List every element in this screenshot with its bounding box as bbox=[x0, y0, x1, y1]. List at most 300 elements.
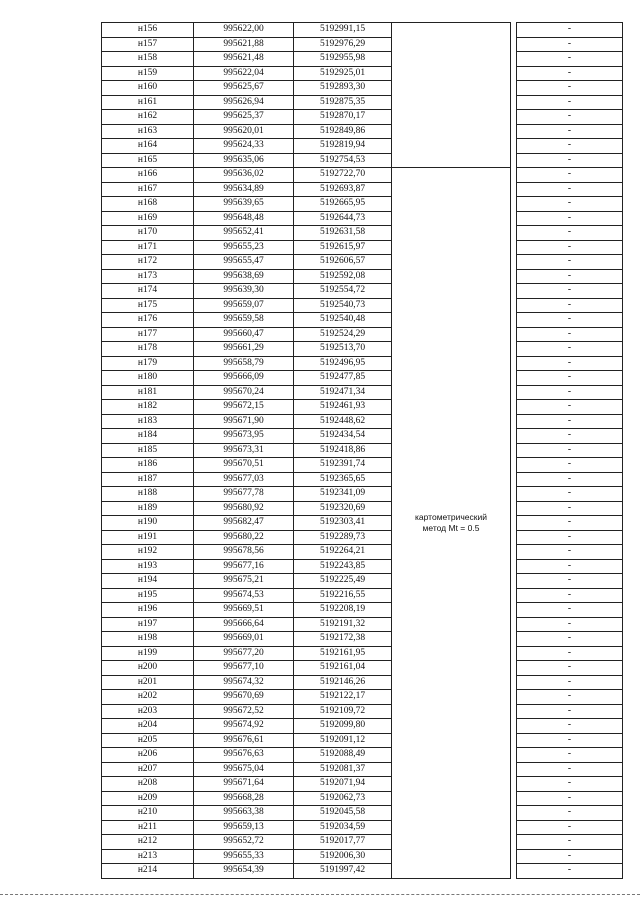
x-coordinate-cell: 995625,37 bbox=[194, 110, 294, 125]
table-row bbox=[102, 791, 623, 806]
table-row bbox=[102, 516, 623, 531]
point-name-cell: н194 bbox=[102, 574, 194, 589]
point-name-cell: н204 bbox=[102, 719, 194, 734]
y-coordinate-cell: 5192631,58 bbox=[294, 226, 392, 241]
x-coordinate-cell: 995670,51 bbox=[194, 458, 294, 473]
y-coordinate-cell: 5192693,87 bbox=[294, 182, 392, 197]
point-name-cell: н213 bbox=[102, 849, 194, 864]
x-coordinate-cell: 995652,72 bbox=[194, 835, 294, 850]
point-name-cell: н189 bbox=[102, 501, 194, 516]
y-coordinate-cell: 5192819,94 bbox=[294, 139, 392, 154]
x-coordinate-cell: 995639,65 bbox=[194, 197, 294, 212]
mark-cell: - bbox=[517, 168, 623, 183]
point-name-cell: н191 bbox=[102, 530, 194, 545]
y-coordinate-cell: 5192146,26 bbox=[294, 675, 392, 690]
x-coordinate-cell: 995638,69 bbox=[194, 269, 294, 284]
table-row bbox=[102, 95, 623, 110]
coordinates-table-container bbox=[101, 22, 622, 879]
mark-cell: - bbox=[517, 37, 623, 52]
y-coordinate-cell: 5192976,29 bbox=[294, 37, 392, 52]
x-coordinate-cell: 995621,88 bbox=[194, 37, 294, 52]
x-coordinate-cell: 995655,23 bbox=[194, 240, 294, 255]
x-coordinate-cell: 995675,21 bbox=[194, 574, 294, 589]
mark-cell: - bbox=[517, 429, 623, 444]
y-coordinate-cell: 5192017,77 bbox=[294, 835, 392, 850]
mark-cell: - bbox=[517, 733, 623, 748]
y-coordinate-cell: 5192365,65 bbox=[294, 472, 392, 487]
point-name-cell: н193 bbox=[102, 559, 194, 574]
mark-cell: - bbox=[517, 95, 623, 110]
x-coordinate-cell: 995621,48 bbox=[194, 52, 294, 67]
mark-cell: - bbox=[517, 443, 623, 458]
x-coordinate-cell: 995659,58 bbox=[194, 313, 294, 328]
x-coordinate-cell: 995661,29 bbox=[194, 342, 294, 357]
point-name-cell: н195 bbox=[102, 588, 194, 603]
mark-cell: - bbox=[517, 255, 623, 270]
x-coordinate-cell: 995677,16 bbox=[194, 559, 294, 574]
point-name-cell: н197 bbox=[102, 617, 194, 632]
point-name-cell: н180 bbox=[102, 371, 194, 386]
x-coordinate-cell: 995668,28 bbox=[194, 791, 294, 806]
x-coordinate-cell: 995674,92 bbox=[194, 719, 294, 734]
mark-cell: - bbox=[517, 646, 623, 661]
x-coordinate-cell: 995622,00 bbox=[194, 23, 294, 38]
x-coordinate-cell: 995677,78 bbox=[194, 487, 294, 502]
point-name-cell: н158 bbox=[102, 52, 194, 67]
method-label-line2: метод Mt = 0.5 bbox=[422, 522, 480, 533]
point-name-cell: н161 bbox=[102, 95, 194, 110]
y-coordinate-cell: 5192434,54 bbox=[294, 429, 392, 444]
table-row bbox=[102, 559, 623, 574]
table-row bbox=[102, 255, 623, 270]
table-row bbox=[102, 574, 623, 589]
point-name-cell: н165 bbox=[102, 153, 194, 168]
table-row bbox=[102, 617, 623, 632]
point-name-cell: н199 bbox=[102, 646, 194, 661]
y-coordinate-cell: 5192722,70 bbox=[294, 168, 392, 183]
point-name-cell: н211 bbox=[102, 820, 194, 835]
table-row bbox=[102, 458, 623, 473]
mark-cell: - bbox=[517, 226, 623, 241]
x-coordinate-cell: 995675,04 bbox=[194, 762, 294, 777]
x-coordinate-cell: 995634,89 bbox=[194, 182, 294, 197]
x-coordinate-cell: 995654,39 bbox=[194, 864, 294, 879]
point-name-cell: н166 bbox=[102, 168, 194, 183]
x-coordinate-cell: 995672,52 bbox=[194, 704, 294, 719]
x-coordinate-cell: 995674,53 bbox=[194, 588, 294, 603]
mark-cell: - bbox=[517, 371, 623, 386]
point-name-cell: н184 bbox=[102, 429, 194, 444]
x-coordinate-cell: 995636,02 bbox=[194, 168, 294, 183]
table-row bbox=[102, 385, 623, 400]
table-row bbox=[102, 414, 623, 429]
point-name-cell: н170 bbox=[102, 226, 194, 241]
point-name-cell: н171 bbox=[102, 240, 194, 255]
x-coordinate-cell: 995671,90 bbox=[194, 414, 294, 429]
y-coordinate-cell: 5192161,95 bbox=[294, 646, 392, 661]
table-row bbox=[102, 313, 623, 328]
y-coordinate-cell: 5192091,12 bbox=[294, 733, 392, 748]
table-row bbox=[102, 153, 623, 168]
mark-cell: - bbox=[517, 356, 623, 371]
table-row bbox=[102, 81, 623, 96]
y-coordinate-cell: 5192208,19 bbox=[294, 603, 392, 618]
x-coordinate-cell: 995669,51 bbox=[194, 603, 294, 618]
table-row bbox=[102, 472, 623, 487]
mark-cell: - bbox=[517, 748, 623, 763]
y-coordinate-cell: 5192615,97 bbox=[294, 240, 392, 255]
table-row bbox=[102, 646, 623, 661]
table-row bbox=[102, 835, 623, 850]
x-coordinate-cell: 995666,09 bbox=[194, 371, 294, 386]
point-name-cell: н167 bbox=[102, 182, 194, 197]
x-coordinate-cell: 995666,64 bbox=[194, 617, 294, 632]
x-coordinate-cell: 995659,07 bbox=[194, 298, 294, 313]
x-coordinate-cell: 995669,01 bbox=[194, 632, 294, 647]
mark-cell: - bbox=[517, 400, 623, 415]
point-name-cell: н214 bbox=[102, 864, 194, 879]
mark-cell: - bbox=[517, 197, 623, 212]
mark-cell: - bbox=[517, 472, 623, 487]
point-name-cell: н169 bbox=[102, 211, 194, 226]
y-coordinate-cell: 5192391,74 bbox=[294, 458, 392, 473]
table-row bbox=[102, 733, 623, 748]
y-coordinate-cell: 5192062,73 bbox=[294, 791, 392, 806]
x-coordinate-cell: 995673,31 bbox=[194, 443, 294, 458]
mark-cell: - bbox=[517, 182, 623, 197]
point-name-cell: н200 bbox=[102, 661, 194, 676]
y-coordinate-cell: 5192991,15 bbox=[294, 23, 392, 38]
table-row bbox=[102, 327, 623, 342]
mark-cell: - bbox=[517, 240, 623, 255]
table-row bbox=[102, 226, 623, 241]
mark-cell: - bbox=[517, 313, 623, 328]
x-coordinate-cell: 995678,56 bbox=[194, 545, 294, 560]
table-row bbox=[102, 661, 623, 676]
y-coordinate-cell: 5192172,38 bbox=[294, 632, 392, 647]
table-row bbox=[102, 530, 623, 545]
x-coordinate-cell: 995660,47 bbox=[194, 327, 294, 342]
table-row bbox=[102, 429, 623, 444]
method-cell bbox=[392, 168, 511, 879]
x-coordinate-cell: 995672,15 bbox=[194, 400, 294, 415]
y-coordinate-cell: 5192006,30 bbox=[294, 849, 392, 864]
x-coordinate-cell: 995622,04 bbox=[194, 66, 294, 81]
mark-cell: - bbox=[517, 791, 623, 806]
point-name-cell: н160 bbox=[102, 81, 194, 96]
mark-cell: - bbox=[517, 574, 623, 589]
x-coordinate-cell: 995635,06 bbox=[194, 153, 294, 168]
point-name-cell: н163 bbox=[102, 124, 194, 139]
x-coordinate-cell: 995620,01 bbox=[194, 124, 294, 139]
table-row bbox=[102, 124, 623, 139]
x-coordinate-cell: 995676,61 bbox=[194, 733, 294, 748]
y-coordinate-cell: 5192099,80 bbox=[294, 719, 392, 734]
point-name-cell: н183 bbox=[102, 414, 194, 429]
mark-cell: - bbox=[517, 864, 623, 879]
point-name-cell: н164 bbox=[102, 139, 194, 154]
mark-cell: - bbox=[517, 632, 623, 647]
table-row bbox=[102, 240, 623, 255]
x-coordinate-cell: 995674,32 bbox=[194, 675, 294, 690]
table-row bbox=[102, 704, 623, 719]
table-row bbox=[102, 371, 623, 386]
mark-cell: - bbox=[517, 327, 623, 342]
y-coordinate-cell: 5192893,30 bbox=[294, 81, 392, 96]
y-coordinate-cell: 5192524,29 bbox=[294, 327, 392, 342]
x-coordinate-cell: 995625,67 bbox=[194, 81, 294, 96]
y-coordinate-cell: 5192418,86 bbox=[294, 443, 392, 458]
point-name-cell: н172 bbox=[102, 255, 194, 270]
point-name-cell: н202 bbox=[102, 690, 194, 705]
x-coordinate-cell: 995670,69 bbox=[194, 690, 294, 705]
y-coordinate-cell: 5192540,48 bbox=[294, 313, 392, 328]
table-row bbox=[102, 748, 623, 763]
y-coordinate-cell: 5192955,98 bbox=[294, 52, 392, 67]
table-row bbox=[102, 806, 623, 821]
mark-cell: - bbox=[517, 588, 623, 603]
table-row bbox=[102, 690, 623, 705]
point-name-cell: н177 bbox=[102, 327, 194, 342]
table-row bbox=[102, 632, 623, 647]
y-coordinate-cell: 5192870,17 bbox=[294, 110, 392, 125]
mark-cell: - bbox=[517, 545, 623, 560]
point-name-cell: н156 bbox=[102, 23, 194, 38]
table-row bbox=[102, 501, 623, 516]
mark-cell: - bbox=[517, 675, 623, 690]
x-coordinate-cell: 995648,48 bbox=[194, 211, 294, 226]
table-row bbox=[102, 23, 623, 38]
point-name-cell: н175 bbox=[102, 298, 194, 313]
point-name-cell: н196 bbox=[102, 603, 194, 618]
y-coordinate-cell: 5192216,55 bbox=[294, 588, 392, 603]
x-coordinate-cell: 995680,92 bbox=[194, 501, 294, 516]
point-name-cell: н201 bbox=[102, 675, 194, 690]
point-name-cell: н185 bbox=[102, 443, 194, 458]
table-row bbox=[102, 110, 623, 125]
mark-cell: - bbox=[517, 284, 623, 299]
point-name-cell: н178 bbox=[102, 342, 194, 357]
table-row bbox=[102, 777, 623, 792]
mark-cell: - bbox=[517, 458, 623, 473]
table-row bbox=[102, 356, 623, 371]
coordinates-table bbox=[101, 22, 623, 879]
y-coordinate-cell: 5192875,35 bbox=[294, 95, 392, 110]
x-coordinate-cell: 995652,41 bbox=[194, 226, 294, 241]
mark-cell: - bbox=[517, 719, 623, 734]
point-name-cell: н176 bbox=[102, 313, 194, 328]
y-coordinate-cell: 5192513,70 bbox=[294, 342, 392, 357]
y-coordinate-cell: 5192925,01 bbox=[294, 66, 392, 81]
mark-cell: - bbox=[517, 139, 623, 154]
y-coordinate-cell: 5192045,58 bbox=[294, 806, 392, 821]
mark-cell: - bbox=[517, 501, 623, 516]
y-coordinate-cell: 5192303,41 bbox=[294, 516, 392, 531]
x-coordinate-cell: 995639,30 bbox=[194, 284, 294, 299]
point-name-cell: н208 bbox=[102, 777, 194, 792]
method-label-line1: картометрический bbox=[415, 512, 487, 523]
point-name-cell: н181 bbox=[102, 385, 194, 400]
mark-cell: - bbox=[517, 385, 623, 400]
table-row bbox=[102, 719, 623, 734]
table-row bbox=[102, 182, 623, 197]
x-coordinate-cell: 995677,20 bbox=[194, 646, 294, 661]
table-row bbox=[102, 588, 623, 603]
method-cell-upper bbox=[392, 23, 511, 168]
y-coordinate-cell: 5192088,49 bbox=[294, 748, 392, 763]
point-name-cell: н187 bbox=[102, 472, 194, 487]
table-row bbox=[102, 864, 623, 879]
table-row bbox=[102, 443, 623, 458]
mark-cell: - bbox=[517, 661, 623, 676]
y-coordinate-cell: 5192081,37 bbox=[294, 762, 392, 777]
mark-cell: - bbox=[517, 23, 623, 38]
x-coordinate-cell: 995655,33 bbox=[194, 849, 294, 864]
y-coordinate-cell: 5192644,73 bbox=[294, 211, 392, 226]
y-coordinate-cell: 5192341,09 bbox=[294, 487, 392, 502]
table-row bbox=[102, 168, 623, 183]
table-row bbox=[102, 603, 623, 618]
point-name-cell: н182 bbox=[102, 400, 194, 415]
table-row bbox=[102, 487, 623, 502]
y-coordinate-cell: 5192289,73 bbox=[294, 530, 392, 545]
table-row bbox=[102, 820, 623, 835]
x-coordinate-cell: 995677,10 bbox=[194, 661, 294, 676]
y-coordinate-cell: 5192849,86 bbox=[294, 124, 392, 139]
x-coordinate-cell: 995680,22 bbox=[194, 530, 294, 545]
mark-cell: - bbox=[517, 820, 623, 835]
mark-cell: - bbox=[517, 52, 623, 67]
mark-cell: - bbox=[517, 704, 623, 719]
y-coordinate-cell: 5192477,85 bbox=[294, 371, 392, 386]
y-coordinate-cell: 5192191,32 bbox=[294, 617, 392, 632]
x-coordinate-cell: 995626,94 bbox=[194, 95, 294, 110]
table-row bbox=[102, 197, 623, 212]
y-coordinate-cell: 5191997,42 bbox=[294, 864, 392, 879]
mark-cell: - bbox=[517, 835, 623, 850]
x-coordinate-cell: 995658,79 bbox=[194, 356, 294, 371]
x-coordinate-cell: 995673,95 bbox=[194, 429, 294, 444]
mark-cell: - bbox=[517, 269, 623, 284]
x-coordinate-cell: 995676,63 bbox=[194, 748, 294, 763]
point-name-cell: н162 bbox=[102, 110, 194, 125]
table-row bbox=[102, 139, 623, 154]
x-coordinate-cell: 995671,64 bbox=[194, 777, 294, 792]
mark-cell: - bbox=[517, 124, 623, 139]
x-coordinate-cell: 995659,13 bbox=[194, 820, 294, 835]
table-row bbox=[102, 849, 623, 864]
table-row bbox=[102, 400, 623, 415]
mark-cell: - bbox=[517, 777, 623, 792]
coordinates-table-body bbox=[102, 23, 623, 879]
table-row bbox=[102, 52, 623, 67]
mark-cell: - bbox=[517, 342, 623, 357]
y-coordinate-cell: 5192320,69 bbox=[294, 501, 392, 516]
page-bottom-divider bbox=[0, 894, 640, 895]
y-coordinate-cell: 5192122,17 bbox=[294, 690, 392, 705]
table-row bbox=[102, 269, 623, 284]
point-name-cell: н190 bbox=[102, 516, 194, 531]
point-name-cell: н212 bbox=[102, 835, 194, 850]
y-coordinate-cell: 5192461,93 bbox=[294, 400, 392, 415]
point-name-cell: н203 bbox=[102, 704, 194, 719]
mark-cell: - bbox=[517, 603, 623, 618]
y-coordinate-cell: 5192592,08 bbox=[294, 269, 392, 284]
table-row bbox=[102, 762, 623, 777]
point-name-cell: н198 bbox=[102, 632, 194, 647]
y-coordinate-cell: 5192754,53 bbox=[294, 153, 392, 168]
y-coordinate-cell: 5192665,95 bbox=[294, 197, 392, 212]
point-name-cell: н188 bbox=[102, 487, 194, 502]
table-row bbox=[102, 342, 623, 357]
mark-cell: - bbox=[517, 153, 623, 168]
point-name-cell: н206 bbox=[102, 748, 194, 763]
mark-cell: - bbox=[517, 298, 623, 313]
point-name-cell: н173 bbox=[102, 269, 194, 284]
mark-cell: - bbox=[517, 690, 623, 705]
mark-cell: - bbox=[517, 530, 623, 545]
point-name-cell: н159 bbox=[102, 66, 194, 81]
mark-cell: - bbox=[517, 516, 623, 531]
y-coordinate-cell: 5192071,94 bbox=[294, 777, 392, 792]
point-name-cell: н210 bbox=[102, 806, 194, 821]
point-name-cell: н168 bbox=[102, 197, 194, 212]
table-row bbox=[102, 675, 623, 690]
x-coordinate-cell: 995682,47 bbox=[194, 516, 294, 531]
mark-cell: - bbox=[517, 414, 623, 429]
y-coordinate-cell: 5192471,34 bbox=[294, 385, 392, 400]
y-coordinate-cell: 5192109,72 bbox=[294, 704, 392, 719]
mark-cell: - bbox=[517, 849, 623, 864]
x-coordinate-cell: 995670,24 bbox=[194, 385, 294, 400]
point-name-cell: н186 bbox=[102, 458, 194, 473]
mark-cell: - bbox=[517, 806, 623, 821]
x-coordinate-cell: 995663,38 bbox=[194, 806, 294, 821]
point-name-cell: н207 bbox=[102, 762, 194, 777]
table-row bbox=[102, 66, 623, 81]
x-coordinate-cell: 995655,47 bbox=[194, 255, 294, 270]
y-coordinate-cell: 5192243,85 bbox=[294, 559, 392, 574]
table-row bbox=[102, 545, 623, 560]
y-coordinate-cell: 5192496,95 bbox=[294, 356, 392, 371]
y-coordinate-cell: 5192606,57 bbox=[294, 255, 392, 270]
y-coordinate-cell: 5192161,04 bbox=[294, 661, 392, 676]
point-name-cell: н179 bbox=[102, 356, 194, 371]
y-coordinate-cell: 5192448,62 bbox=[294, 414, 392, 429]
point-name-cell: н192 bbox=[102, 545, 194, 560]
y-coordinate-cell: 5192225,49 bbox=[294, 574, 392, 589]
y-coordinate-cell: 5192264,21 bbox=[294, 545, 392, 560]
table-row bbox=[102, 37, 623, 52]
y-coordinate-cell: 5192034,59 bbox=[294, 820, 392, 835]
x-coordinate-cell: 995677,03 bbox=[194, 472, 294, 487]
point-name-cell: н205 bbox=[102, 733, 194, 748]
mark-cell: - bbox=[517, 617, 623, 632]
point-name-cell: н209 bbox=[102, 791, 194, 806]
y-coordinate-cell: 5192540,73 bbox=[294, 298, 392, 313]
mark-cell: - bbox=[517, 211, 623, 226]
x-coordinate-cell: 995624,33 bbox=[194, 139, 294, 154]
mark-cell: - bbox=[517, 66, 623, 81]
table-row bbox=[102, 298, 623, 313]
mark-cell: - bbox=[517, 81, 623, 96]
table-row bbox=[102, 284, 623, 299]
mark-cell: - bbox=[517, 487, 623, 502]
mark-cell: - bbox=[517, 110, 623, 125]
mark-cell: - bbox=[517, 762, 623, 777]
point-name-cell: н157 bbox=[102, 37, 194, 52]
mark-cell: - bbox=[517, 559, 623, 574]
